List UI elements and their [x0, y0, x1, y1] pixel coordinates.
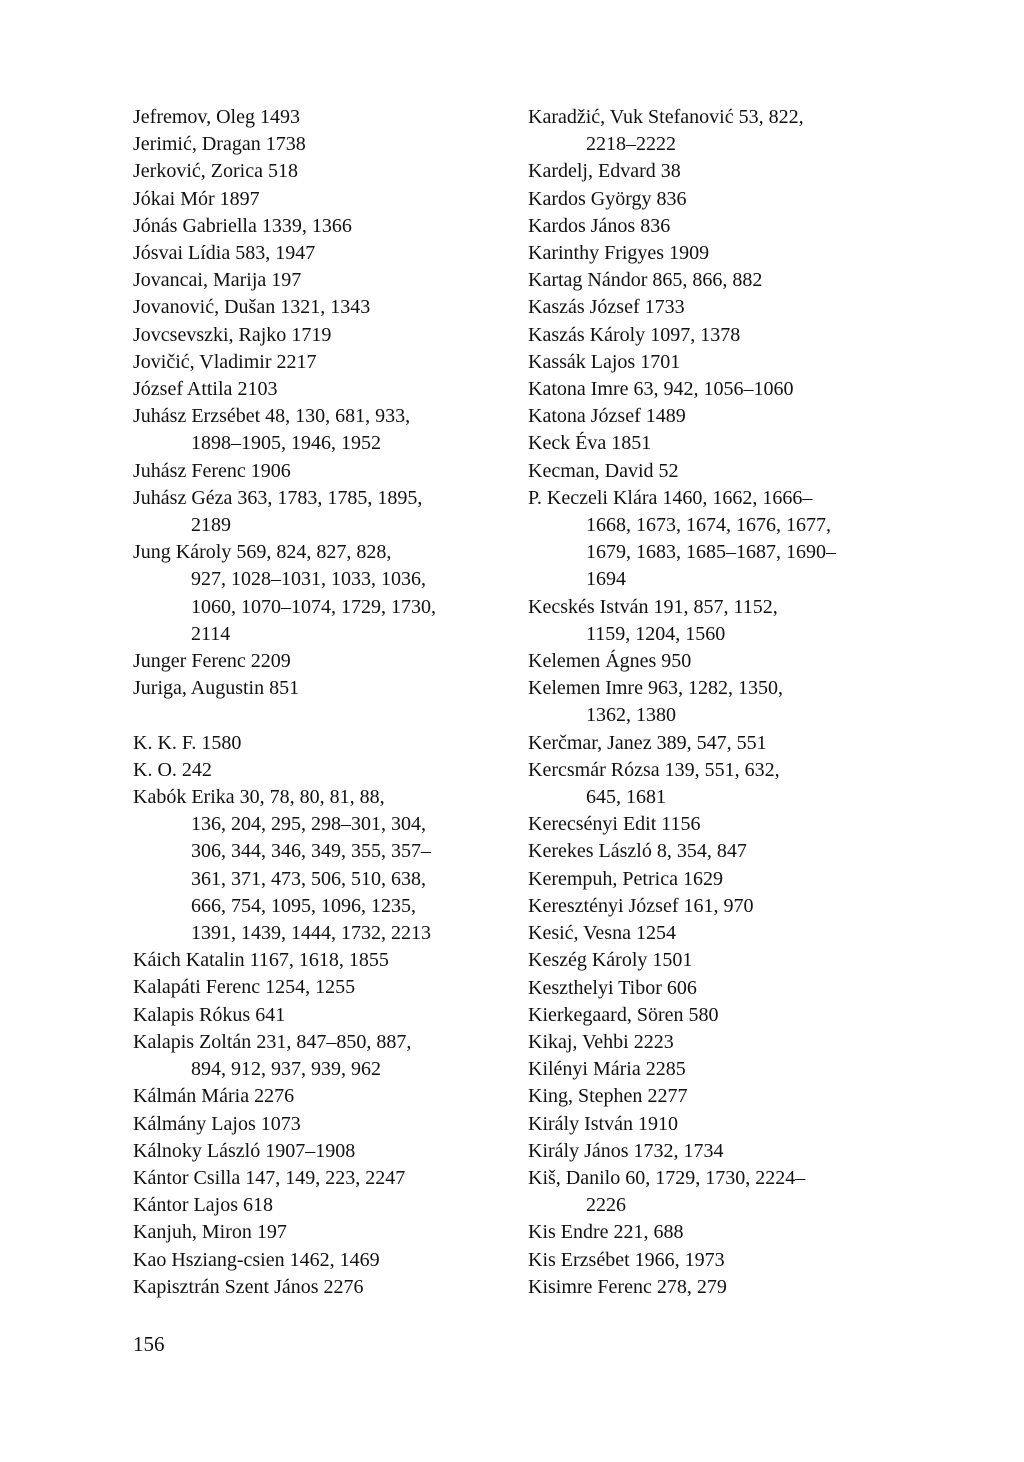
index-entry: [528, 1165, 898, 1219]
index-entry: [528, 947, 898, 974]
entry-name: Juhász Ferenc: [133, 459, 246, 482]
entry-name: Jovancai, Marija: [133, 269, 267, 292]
entry-name: Junger Ferenc: [133, 650, 246, 673]
index-entry: [528, 1274, 898, 1301]
entry-page-refs: 242: [181, 758, 212, 781]
index-entry: [528, 322, 898, 349]
entry-page-refs: 1738: [265, 133, 306, 156]
entry-name: Kao Hsziang-csien: [133, 1248, 285, 1271]
entry-name: Kis Erzsébet: [528, 1248, 630, 1271]
index-entry: [133, 757, 513, 784]
entry-name: Jerimić, Dragan: [133, 133, 261, 156]
entry-page-refs: 8, 354, 847: [656, 840, 747, 863]
entry-page-refs: 1073: [260, 1112, 301, 1135]
entry-page-refs: 197: [256, 1221, 287, 1244]
entry-page-refs: 950: [661, 650, 692, 673]
entry-page-refs: 518: [267, 160, 298, 183]
entry-page-refs: 197: [271, 269, 302, 292]
entry-page-refs: 2276: [254, 1085, 295, 1108]
entry-page-refs: 30, 78, 80, 81, 88, 136, 204, 295, 298–301, 304, 306, 344, 346, 349, 355, 357– 361, 371, 473, 506, 510, 638, 666, 754, 1095, 1096, 1235, 1391, 1439, 1444, 1732, 2213: [191, 786, 431, 945]
entry-name: Kapisztrán Szent János: [133, 1275, 319, 1298]
entry-name: Kaszás Károly: [528, 323, 646, 346]
entry-name: Kálmán Mária: [133, 1085, 250, 1108]
entry-page-refs: 38: [660, 160, 681, 183]
index-entry: [528, 158, 898, 185]
index-entry: [528, 186, 898, 213]
entry-name: Kardos János: [528, 214, 636, 237]
index-entry: [133, 1274, 513, 1301]
entry-page-refs: 1906: [250, 459, 291, 482]
index-entry: [528, 240, 898, 267]
index-entry: [133, 240, 513, 267]
entry-name: Kaszás József: [528, 296, 640, 319]
page-number: 156: [133, 1332, 165, 1356]
entry-name: Kiš, Danilo: [528, 1166, 621, 1189]
entry-page-refs: 2276: [323, 1275, 364, 1298]
index-entry: [528, 757, 898, 811]
entry-page-refs: 1907–1908: [265, 1139, 356, 1162]
entry-page-refs: 1167, 1618, 1855: [249, 949, 389, 972]
index-entry: [133, 648, 513, 675]
entry-page-refs: 1733: [644, 296, 685, 319]
index-entry: [528, 213, 898, 240]
entry-page-refs: 1460, 1662, 1666– 1668, 1673, 1674, 1676, 1677, 1679, 1683, 1685–1687, 1690– 1694: [586, 486, 836, 591]
entry-name: Juhász Géza: [133, 486, 233, 509]
index-entry: [528, 893, 898, 920]
index-entry: [528, 1029, 898, 1056]
entry-name: K. K. F.: [133, 731, 197, 754]
index-entry: [528, 349, 898, 376]
entry-name: Kálmány Lajos: [133, 1112, 256, 1135]
entry-name: Keck Éva: [528, 432, 607, 455]
entry-name: Kántor Csilla: [133, 1166, 241, 1189]
entry-page-refs: 63, 942, 1056–1060: [633, 378, 794, 401]
index-entry: [528, 920, 898, 947]
index-entry: [528, 648, 898, 675]
entry-name: Kardelj, Edvard: [528, 160, 656, 183]
entry-page-refs: 1462, 1469: [289, 1248, 380, 1271]
entry-page-refs: 963, 1282, 1350, 1362, 1380: [586, 677, 783, 727]
entry-name: Kierkegaard, Sören: [528, 1003, 684, 1026]
index-entry: [528, 675, 898, 729]
entry-name: Jerković, Zorica: [133, 160, 263, 183]
entry-page-refs: 836: [656, 187, 687, 210]
entry-name: King, Stephen: [528, 1085, 643, 1108]
entry-name: Kalapáti Ferenc: [133, 976, 261, 999]
entry-name: Kis Endre: [528, 1221, 609, 1244]
entry-name: Kelemen Imre: [528, 677, 643, 700]
entry-name: Jefremov, Oleg: [133, 106, 255, 128]
entry-page-refs: 1321, 1343: [280, 296, 371, 319]
entry-name: Kilényi Mária: [528, 1058, 641, 1081]
index-entry: [133, 1083, 513, 1110]
entry-page-refs: 1156: [661, 813, 701, 836]
entry-page-refs: 1629: [682, 867, 723, 890]
entry-page-refs: 191, 857, 1152, 1159, 1204, 1560: [586, 595, 778, 645]
entry-name: Kassák Lajos: [528, 350, 636, 373]
index-entry: [528, 1056, 898, 1083]
entry-name: Kardos György: [528, 187, 652, 210]
entry-page-refs: 1339, 1366: [261, 214, 352, 237]
index-entry: [133, 131, 513, 158]
index-entry: [528, 294, 898, 321]
index-entry: [528, 1083, 898, 1110]
entry-page-refs: 569, 824, 827, 828, 927, 1028–1031, 1033, 1036, 1060, 1070–1074, 1729, 1730, 2114: [191, 541, 436, 645]
index-entry: [528, 267, 898, 294]
entry-page-refs: 389, 547, 551: [656, 731, 767, 754]
entry-name: Káich Katalin: [133, 949, 245, 972]
entry-page-refs: 1493: [260, 106, 300, 128]
index-column-right: [528, 104, 898, 1301]
index-entry: [133, 1002, 513, 1029]
entry-name: Jókai Mór: [133, 187, 215, 210]
entry-name: Kecskés István: [528, 595, 649, 618]
entry-name: Kerčmar, Janez: [528, 731, 652, 754]
index-entry: [133, 1219, 513, 1246]
entry-page-refs: 278, 279: [656, 1275, 727, 1298]
entry-name: Jovanović, Dušan: [133, 296, 276, 319]
index-entry: [528, 485, 898, 594]
index-entry: [528, 1219, 898, 1246]
entry-page-refs: 583, 1947: [235, 242, 316, 265]
index-entry: [133, 675, 513, 702]
entry-page-refs: 363, 1783, 1785, 1895, 2189: [191, 486, 423, 537]
entry-name: Karinthy Frigyes: [528, 242, 665, 265]
index-entry: [528, 104, 898, 158]
entry-page-refs: 2285: [645, 1058, 686, 1081]
section-gap: [133, 702, 513, 729]
entry-page-refs: 231, 847–850, 887, 894, 912, 937, 939, 962: [191, 1030, 412, 1081]
entry-page-refs: 580: [688, 1003, 719, 1026]
index-entry: [133, 539, 513, 648]
index-entry: [133, 1029, 513, 1083]
entry-name: Kántor Lajos: [133, 1194, 238, 1217]
entry-name: József Attila: [133, 378, 233, 401]
entry-page-refs: 865, 866, 882: [652, 269, 763, 292]
entry-name: Kabók Erika: [133, 786, 235, 809]
entry-name: Jung Károly: [133, 541, 232, 564]
index-entry: [133, 213, 513, 240]
entry-page-refs: 1966, 1973: [634, 1248, 725, 1271]
index-entry: [133, 349, 513, 376]
entry-page-refs: 836: [640, 214, 671, 237]
entry-page-refs: 139, 551, 632, 645, 1681: [586, 758, 780, 809]
entry-page-refs: 1580: [201, 731, 242, 754]
index-entry: [528, 975, 898, 1002]
entry-name: Keresztényi József: [528, 894, 679, 917]
index-entry: [133, 784, 513, 947]
entry-page-refs: 2277: [647, 1085, 688, 1108]
entry-page-refs: 48, 130, 681, 933, 1898–1905, 1946, 1952: [191, 405, 411, 455]
entry-name: Kercsmár Rózsa: [528, 758, 660, 781]
entry-name: K. O.: [133, 758, 177, 781]
entry-page-refs: 1097, 1378: [650, 323, 741, 346]
entry-page-refs: 1501: [652, 949, 693, 972]
entry-page-refs: 147, 149, 223, 2247: [245, 1166, 406, 1189]
index-entry: [528, 403, 898, 430]
index-entry: [133, 158, 513, 185]
entry-name: Kesić, Vesna: [528, 922, 631, 945]
entry-name: Karadžić, Vuk Stefanović: [528, 106, 734, 128]
index-entry: [528, 811, 898, 838]
entry-page-refs: 2103: [237, 378, 278, 401]
entry-name: Keszég Károly: [528, 949, 648, 972]
entry-page-refs: 606: [666, 976, 697, 999]
entry-page-refs: 60, 1729, 1730, 2224– 2226: [586, 1166, 806, 1217]
entry-name: Kelemen Ágnes: [528, 650, 657, 673]
entry-name: Juriga, Augustin: [133, 677, 265, 700]
index-entry: [133, 104, 513, 131]
entry-name: Király János: [528, 1139, 629, 1162]
index-entry: [528, 1002, 898, 1029]
entry-page-refs: 618: [242, 1194, 273, 1217]
index-entry: [133, 186, 513, 213]
index-entry: [133, 730, 513, 757]
index-entry: [133, 1111, 513, 1138]
index-entry: [133, 1192, 513, 1219]
entry-page-refs: 1732, 1734: [633, 1139, 724, 1162]
entry-page-refs: 1254: [635, 922, 676, 945]
entry-name: Katona Imre: [528, 378, 629, 401]
entry-page-refs: 851: [269, 677, 300, 700]
index-entry: [133, 403, 513, 457]
entry-page-refs: 161, 970: [683, 894, 754, 917]
index-entry: [133, 322, 513, 349]
entry-name: Király István: [528, 1112, 633, 1135]
index-entry: [528, 1247, 898, 1274]
entry-page-refs: 1910: [637, 1112, 678, 1135]
index-entry: [133, 267, 513, 294]
entry-name: Kikaj, Vehbi: [528, 1030, 629, 1053]
index-entry: [528, 1111, 898, 1138]
entry-page-refs: 1851: [611, 432, 652, 455]
entry-name: Kálnoky László: [133, 1139, 261, 1162]
entry-page-refs: 2217: [276, 350, 317, 373]
index-entry: [133, 458, 513, 485]
index-entry: [133, 1138, 513, 1165]
index-entry: [528, 458, 898, 485]
index-entry: [528, 376, 898, 403]
index-entry: [528, 594, 898, 648]
entry-name: Jovičić, Vladimir: [133, 350, 272, 373]
entry-page-refs: 53, 822, 2218–2222: [586, 106, 804, 156]
entry-name: Juhász Erzsébet: [133, 405, 261, 428]
entry-name: Kerekes László: [528, 840, 652, 863]
entry-name: Kerempuh, Petrica: [528, 867, 678, 890]
index-entry: [133, 947, 513, 974]
entry-page-refs: 1909: [669, 242, 710, 265]
entry-name: Kisimre Ferenc: [528, 1275, 652, 1298]
entry-name: Kecman, David: [528, 459, 654, 482]
entry-page-refs: 1701: [640, 350, 681, 373]
index-column-left: [133, 104, 513, 1301]
entry-page-refs: 1254, 1255: [265, 976, 356, 999]
index-entry: [133, 485, 513, 539]
entry-name: Kalapis Zoltán: [133, 1030, 252, 1053]
index-entry: [133, 1165, 513, 1192]
entry-page-refs: 641: [255, 1003, 286, 1026]
index-entry: [528, 838, 898, 865]
entry-name: Katona József: [528, 405, 641, 428]
index-entry: [133, 1247, 513, 1274]
entry-page-refs: 1489: [645, 405, 686, 428]
index-entry: [528, 866, 898, 893]
index-entry: [528, 730, 898, 757]
index-entry: [133, 294, 513, 321]
index-entry: [133, 376, 513, 403]
entry-name: P. Keczeli Klára: [528, 486, 658, 509]
entry-name: Kalapis Rókus: [133, 1003, 251, 1026]
entry-name: Kartag Nándor: [528, 269, 648, 292]
entry-page-refs: 2209: [250, 650, 291, 673]
entry-name: Jónás Gabriella: [133, 214, 257, 237]
index-entry: [133, 974, 513, 1001]
entry-name: Jovcsevszki, Rajko: [133, 323, 287, 346]
entry-name: Kerecsényi Edit: [528, 813, 657, 836]
entry-page-refs: 52: [658, 459, 679, 482]
index-entry: [528, 1138, 898, 1165]
entry-page-refs: 221, 688: [613, 1221, 684, 1244]
entry-name: Keszthelyi Tibor: [528, 976, 662, 999]
entry-name: Jósvai Lídia: [133, 242, 231, 265]
index-entry: [528, 430, 898, 457]
entry-name: Kanjuh, Miron: [133, 1221, 252, 1244]
entry-page-refs: 1897: [219, 187, 260, 210]
entry-page-refs: 2223: [633, 1030, 674, 1053]
entry-page-refs: 1719: [291, 323, 332, 346]
